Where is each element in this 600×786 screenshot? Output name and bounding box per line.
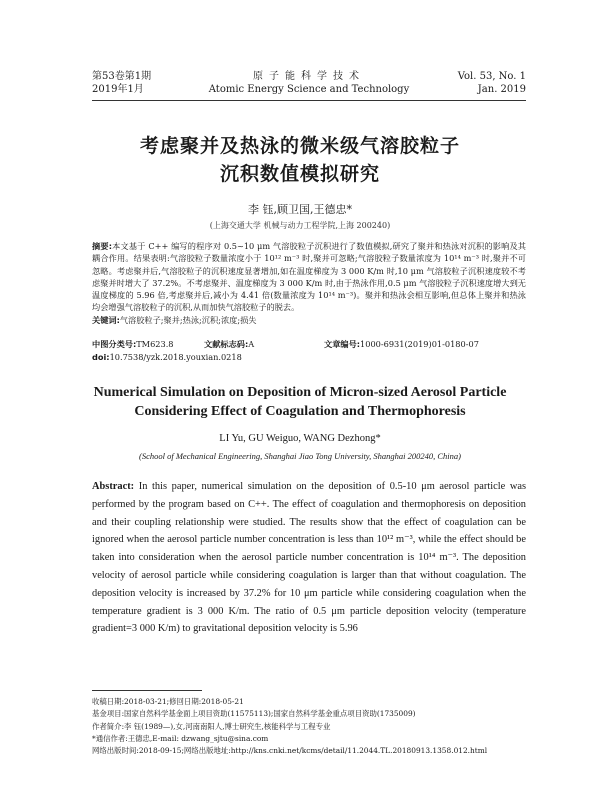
english-affiliation: (School of Mechanical Engineering, Shanghai Jiao Tong University, Shanghai 200240, China) [139, 451, 461, 461]
chinese-keywords-text: 气溶胶粒子;聚并;热泳;沉积;浓度;损失 [119, 314, 257, 325]
footnote-corresponding: *通信作者:王德忠,E-mail: dzwang_sjtu@sina.com [92, 733, 269, 743]
article-number [324, 338, 479, 350]
document-code [204, 338, 254, 350]
header-right [458, 70, 526, 96]
chinese-affiliation: (上海交通大学 机械与动力工程学院,上海 200240) [209, 221, 391, 230]
footnote-author-bio: 作者简介:李 钰(1989—),女,河南南阳人,博士研究生,核能科学与工程专业 [92, 721, 331, 731]
chinese-title-line-1: 考虑聚并及热泳的微米级气溶胶粒子 [139, 135, 460, 157]
chinese-authors: 李 钰,顾卫国,王德忠* [248, 203, 352, 216]
document-code-label: 文献标志码: [204, 339, 249, 349]
english-abstract-label: Abstract: [92, 481, 135, 492]
english-title-line-1: Numerical Simulation on Deposition of Micron-sized Aerosol Particle [93, 385, 507, 400]
header-date-en: Jan. 2019 [477, 84, 526, 95]
footnote-online[interactable]: 网络出版时间:2018-09-15;网络出版地址:http://kns.cnki.net/kcms/detail/11.2044.TL.20180913.1358.012.html [92, 746, 488, 756]
english-abstract-text: In this paper, numerical simulation on the deposition of 0.5-10 μm aerosol particle was performed by the program based on C++. The effect of coagulation and thermophoresis on deposition and their coupling relationship were studied. The results show that the effect of coagulation can be ignored when the aerosol particle number concentration is less than 10¹² m⁻³, while the effect should be taken into consideration when the aerosol particle number concentration is 10¹⁴ m⁻³. The deposition velocity of aerosol particle while considering coagulation is larger than that without coagulation. The deposition velocity is increased by 37.2% for 10 μm particle while considering coagulation when the temperature gradient is 3 000 K/m. The ratio of 0.5 μm particle deposition velocity (temperature gradient=3 000 K/m) to gravitational deposition velocity is 5.96 [92, 481, 526, 635]
english-authors: LI Yu, GU Weiguo, WANG Dezhong* [219, 433, 381, 444]
chinese-title-line-2: 沉积数值模拟研究 [219, 163, 380, 185]
footnote-funding: 基金项目:国家自然科学基金面上项目资助(11575113);国家自然科学基金重点项目资助(1735009) [92, 709, 416, 719]
chinese-title [40, 132, 560, 188]
clc-number [92, 338, 174, 350]
doi-row [92, 351, 526, 363]
english-title-line-2: Considering Effect of Coagulation and Thermophoresis [134, 404, 466, 419]
header-volume-issue-en: Vol. 53, No. 1 [457, 71, 526, 82]
document-code-value: A [248, 339, 255, 349]
article-number-label: 文章编号: [324, 339, 361, 349]
article-number-value: 1000-6931(2019)01-0180-07 [360, 339, 479, 349]
clc-value: TM623.8 [136, 339, 174, 349]
chinese-abstract-text: 本文基于 C++ 编写的程序对 0.5~10 μm 气溶胶粒子沉积进行了数值模拟,研究了聚并和热泳对沉积的影响及其耦合作用。结果表明:气溶胶粒子数量浓度小于 10¹² m⁻³ 时,聚并可忽略;气溶胶粒子数量浓度为 10¹⁴ m⁻³ 时,聚并不可忽略。考虑聚并后,气溶胶粒子的沉积速度显著增加,如在温度梯度为 3 000 K/m 时,10 μm 气溶胶粒子沉积速度较不考虑聚并时增大了 37.2%。不考虑聚并、温度梯度为 3 000 K/m 时,由于热泳作用,0.5 μm 气溶胶粒子沉积速度增大到无温度梯度的 5.96 倍,考虑聚并后,减小为 4.41 倍(数量浓度为 10¹⁴ m⁻³)。聚并和热泳会相互影响,但总体上聚并和热泳均会增强气溶胶粒子的沉积,从而加快气溶胶粒子的脱去。 [92, 241, 526, 313]
chinese-keywords-label: 关键词: [92, 314, 120, 325]
doi-label: doi: [92, 352, 110, 362]
running-header [92, 70, 526, 104]
footnote-received: 收稿日期:2018-03-21;修回日期:2018-05-21 [92, 697, 244, 706]
clc-label: 中图分类号: [92, 339, 137, 349]
chinese-abstract [92, 240, 526, 326]
header-journal-cn: 原子能科学技术 [253, 71, 365, 82]
header-rule [92, 100, 526, 101]
english-abstract [92, 478, 526, 638]
chinese-abstract-paragraph [92, 240, 526, 314]
doi-link[interactable]: 10.7538/yzk.2018.youxian.0218 [109, 352, 242, 362]
english-title [40, 383, 560, 421]
chinese-abstract-label: 摘要: [92, 241, 112, 251]
footnotes [92, 696, 526, 757]
header-journal-en: Atomic Energy Science and Technology [208, 84, 410, 95]
chinese-keywords [92, 314, 526, 326]
footnote-rule [92, 690, 202, 691]
header-date-cn: 2019年1月 [92, 84, 144, 95]
header-volume-issue-cn: 第53卷第1期 [92, 71, 152, 82]
